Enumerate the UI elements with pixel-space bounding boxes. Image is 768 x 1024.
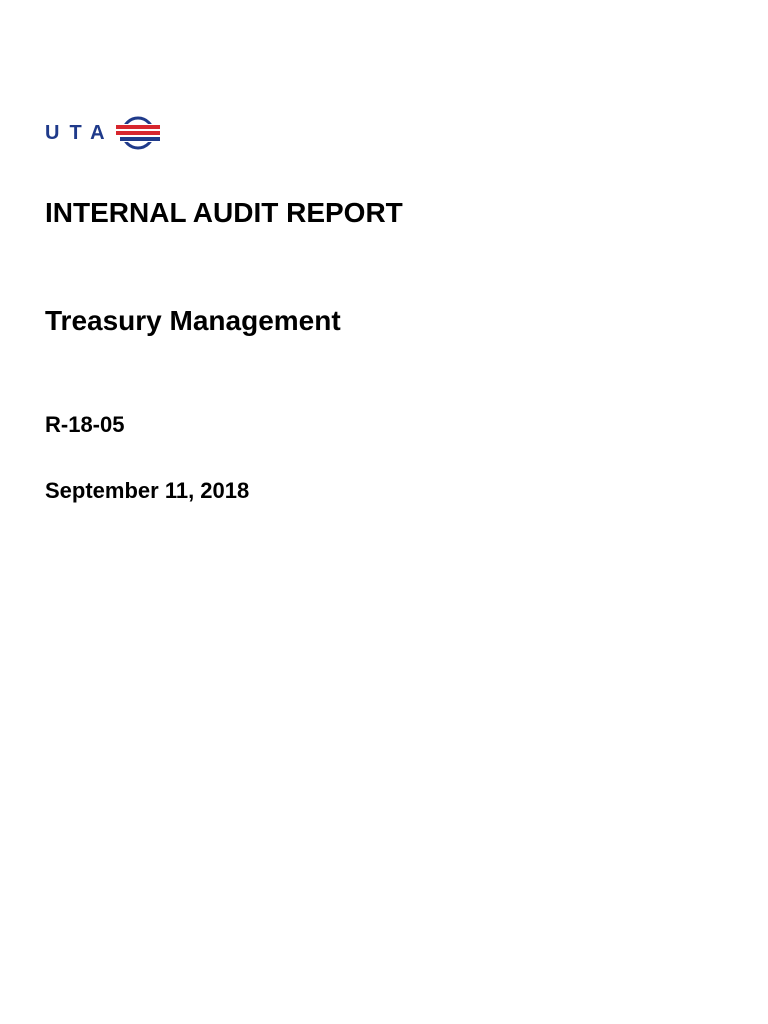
report-number: R-18-05 — [45, 412, 125, 437]
uta-rail-logo-icon — [116, 115, 160, 151]
report-title: INTERNAL AUDIT REPORT — [45, 197, 403, 228]
uta-logo — [45, 115, 160, 151]
report-date: September 11, 2018 — [45, 478, 250, 503]
report-subtitle: Treasury Management — [45, 305, 341, 336]
logo-text: UTA — [45, 122, 115, 144]
